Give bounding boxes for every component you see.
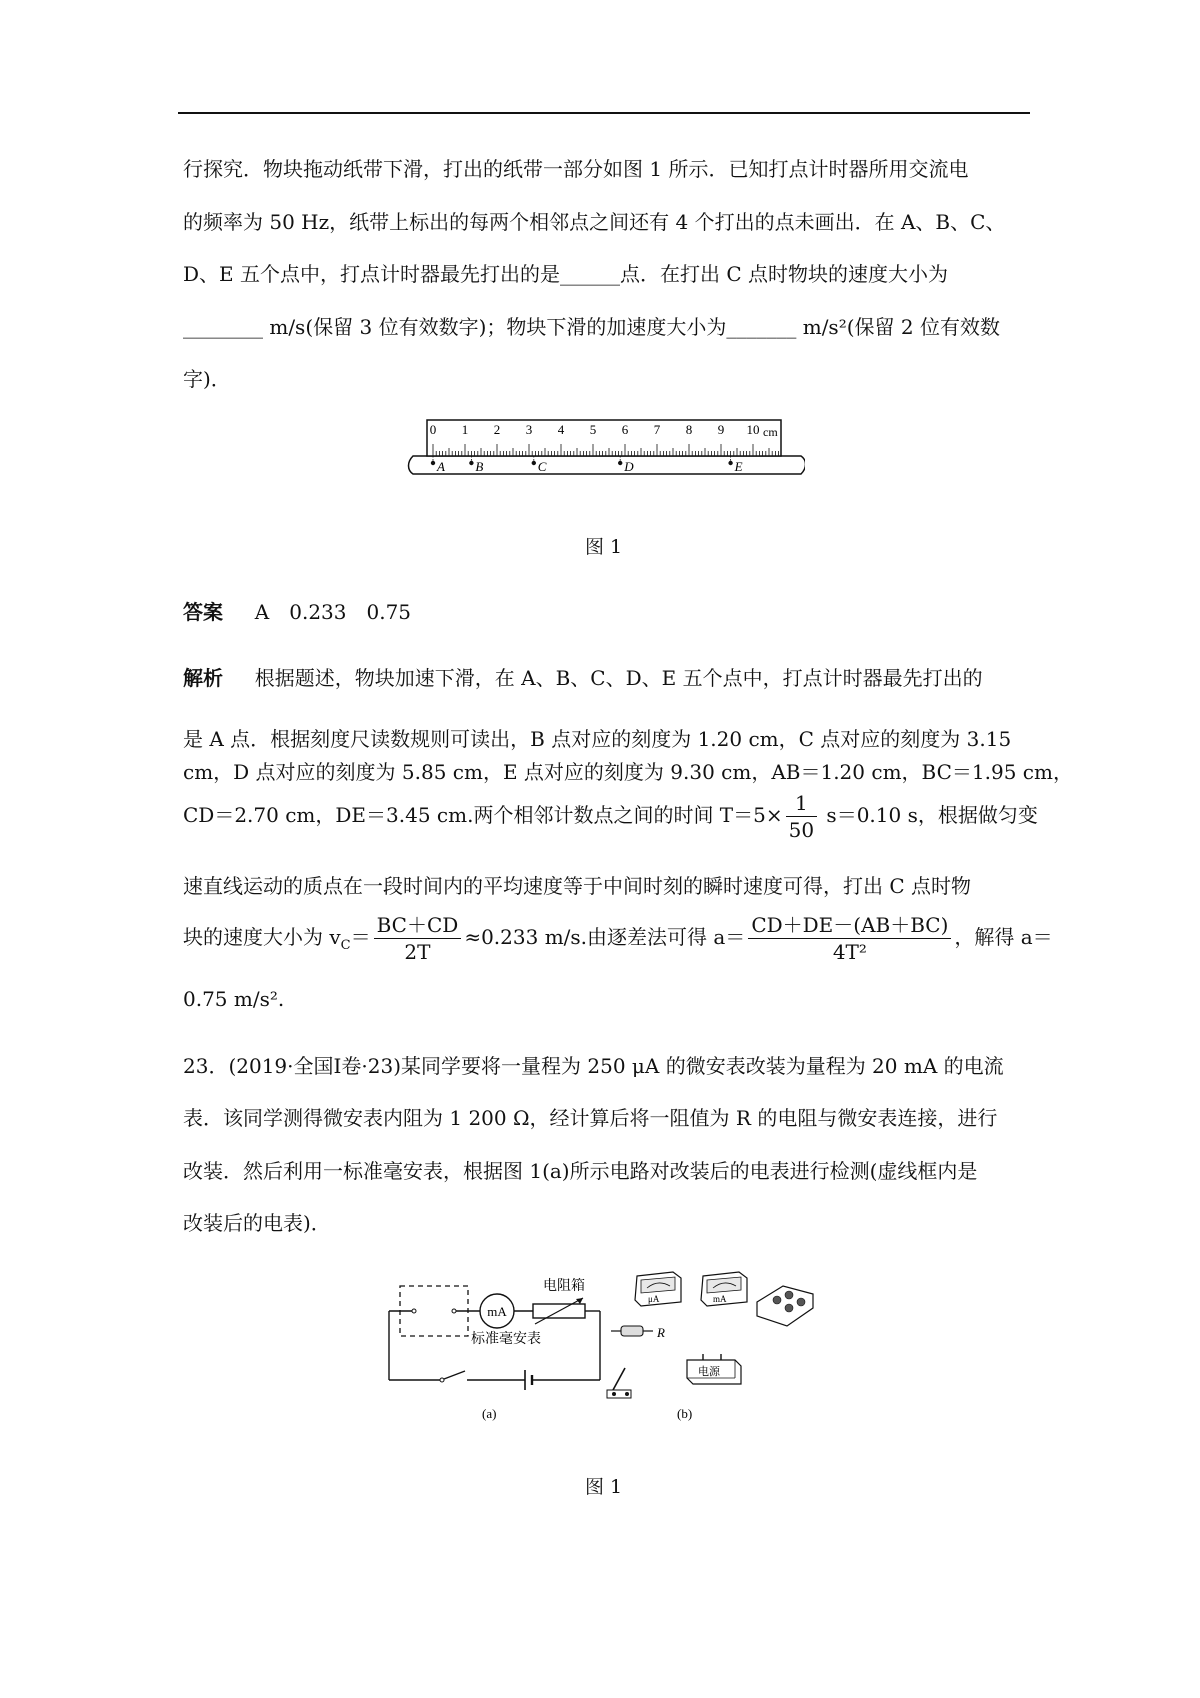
- ruler-number: 9: [717, 422, 725, 437]
- figure1-caption: 图 1: [585, 536, 623, 558]
- answer-label: 答案: [183, 600, 223, 624]
- ruler-number: 3: [525, 422, 533, 437]
- ruler-number: 6: [621, 422, 629, 437]
- q22-line-5: 字)．: [183, 367, 231, 391]
- standard-meter-label: 标准毫安表: [471, 1332, 541, 1347]
- tape-point-label: A: [437, 459, 445, 474]
- analysis-line-4: [183, 790, 1038, 843]
- ruler-unit: cm: [763, 425, 778, 439]
- figure2-caption: 图 1: [585, 1476, 623, 1498]
- ruler-body: [427, 420, 781, 456]
- analysis-line-4-post: s＝0.10 s，根据做匀变: [820, 803, 1038, 827]
- q23-line-4: 改装后的电表)．: [183, 1211, 331, 1235]
- tape-ruler-figure: [405, 418, 805, 488]
- part-b-label: (b): [677, 1406, 693, 1421]
- switch-blade: [444, 1371, 465, 1379]
- switch-device: [607, 1368, 631, 1398]
- vc-subscript: C: [340, 938, 351, 953]
- analysis-line-6-post: ，解得 a＝: [954, 925, 1053, 949]
- q23-line-3: 改装．然后利用一标准毫安表，根据图 1(a)所示电路对改装后的电表进行检测(虚线框内是: [183, 1159, 978, 1183]
- q22-line-2: 的频率为 50 Hz，纸带上标出的每两个相邻点之间还有 4 个打出的点未画出．在 A、B、C、: [183, 210, 1006, 234]
- tape-point-label: C: [537, 459, 547, 474]
- q23-line-1: 23．(2019·全国Ⅰ卷·23)某同学要将一量程为 250 μA 的微安表改装为量程为 20 mA 的电流: [183, 1054, 1004, 1078]
- ruler-number: 8: [685, 422, 693, 437]
- tape-point-label: E: [734, 459, 743, 474]
- analysis-line-1: [183, 664, 983, 692]
- ruler-number: 1: [461, 422, 469, 437]
- answer-line: [183, 598, 411, 626]
- acceleration-fraction: [748, 912, 951, 965]
- analysis-label: 解析: [183, 666, 223, 690]
- ruler-number: 0: [429, 422, 437, 437]
- power-source-device: [687, 1354, 741, 1384]
- q22-line-3: D、E 五个点中，打点计时器最先打出的是______点．在打出 C 点时物块的速度大小为: [183, 262, 949, 286]
- ruler-number: 7: [653, 422, 661, 437]
- answer-values: A 0.233 0.75: [254, 600, 412, 624]
- velocity-fraction-den: 2T: [404, 940, 431, 964]
- switch-contact: [440, 1378, 444, 1382]
- analysis-line-3: cm，D 点对应的刻度为 5.85 cm，E 点对应的刻度为 9.30 cm，AB＝1.20 cm，BC＝1.95 cm，: [183, 760, 1073, 784]
- analysis-line-7: 0.75 m/s².: [183, 987, 285, 1011]
- analysis-text-1: 根据题述，物块加速下滑，在 A、B、C、D、E 五个点中，打点计时器最先打出的: [254, 666, 983, 690]
- analysis-line-6-pre: 块的速度大小为 v: [183, 925, 341, 949]
- q22-line-1: 行探究．物块拖动纸带下滑，打出的纸带一部分如图 1 所示．已知打点计时器所用交流电: [183, 157, 969, 181]
- analysis-line-2: 是 A 点．根据刻度尺读数规则可读出，B 点对应的刻度为 1.20 cm，C 点对应的刻度为 3.15: [183, 727, 1012, 751]
- tape-point-label: B: [475, 459, 484, 474]
- ruler-number: 10: [746, 422, 760, 437]
- acceleration-fraction-den: 4T²: [832, 940, 867, 964]
- velocity-fraction: [374, 912, 462, 965]
- acceleration-fraction-num: CD＋DE－(AB＋BC): [748, 912, 951, 939]
- microammeter-device: [635, 1272, 681, 1306]
- resistor-box-label: 电阻箱: [543, 1279, 585, 1294]
- time-fraction-num: 1: [786, 790, 817, 817]
- ruler-number: 4: [557, 422, 565, 437]
- source-label: 电源: [698, 1366, 720, 1378]
- ruler-number: 5: [589, 422, 597, 437]
- circuit-figure: [385, 1268, 865, 1428]
- tape-point-label: D: [624, 459, 634, 474]
- analysis-line-6: [183, 912, 1053, 965]
- q22-line-4: ________ m/s(保留 3 位有效数字)；物块下滑的加速度大小为_______ m/s²(保留 2 位有效数: [183, 315, 1000, 339]
- ma2-label: mA: [713, 1294, 727, 1304]
- analysis-line-5: 速直线运动的质点在一段时间内的平均速度等于中间时刻的瞬时速度可得，打出 C 点时物: [183, 874, 972, 898]
- ma-label: mA: [487, 1304, 507, 1319]
- analysis-line-6-mid: ≈0.233 m/s.由逐差法可得 a＝: [464, 925, 746, 949]
- time-fraction-den: 50: [788, 818, 815, 842]
- analysis-line-6-eq: ＝: [350, 925, 371, 949]
- header-rule: [178, 112, 1030, 114]
- velocity-fraction-num: BC＋CD: [374, 912, 462, 939]
- terminal-left: [412, 1309, 416, 1313]
- r-label: R: [657, 1325, 665, 1340]
- q23-line-2: 表．该同学测得微安表内阻为 1 200 Ω，经计算后将一阻值为 R 的电阻与微安表连接，进行: [183, 1106, 998, 1130]
- time-fraction: [786, 790, 817, 843]
- milliammeter-device: [701, 1272, 747, 1306]
- terminal-right: [452, 1309, 456, 1313]
- resistor-device: [611, 1325, 665, 1340]
- ruler-number: 2: [493, 422, 501, 437]
- part-a-label: (a): [482, 1406, 497, 1421]
- paper-tape: [409, 456, 806, 474]
- analysis-line-4-pre: CD＝2.70 cm，DE＝3.45 cm.两个相邻计数点之间的时间 T＝5×: [183, 803, 783, 827]
- ua-label: μA: [648, 1294, 660, 1304]
- resistor-box-device: [757, 1286, 813, 1326]
